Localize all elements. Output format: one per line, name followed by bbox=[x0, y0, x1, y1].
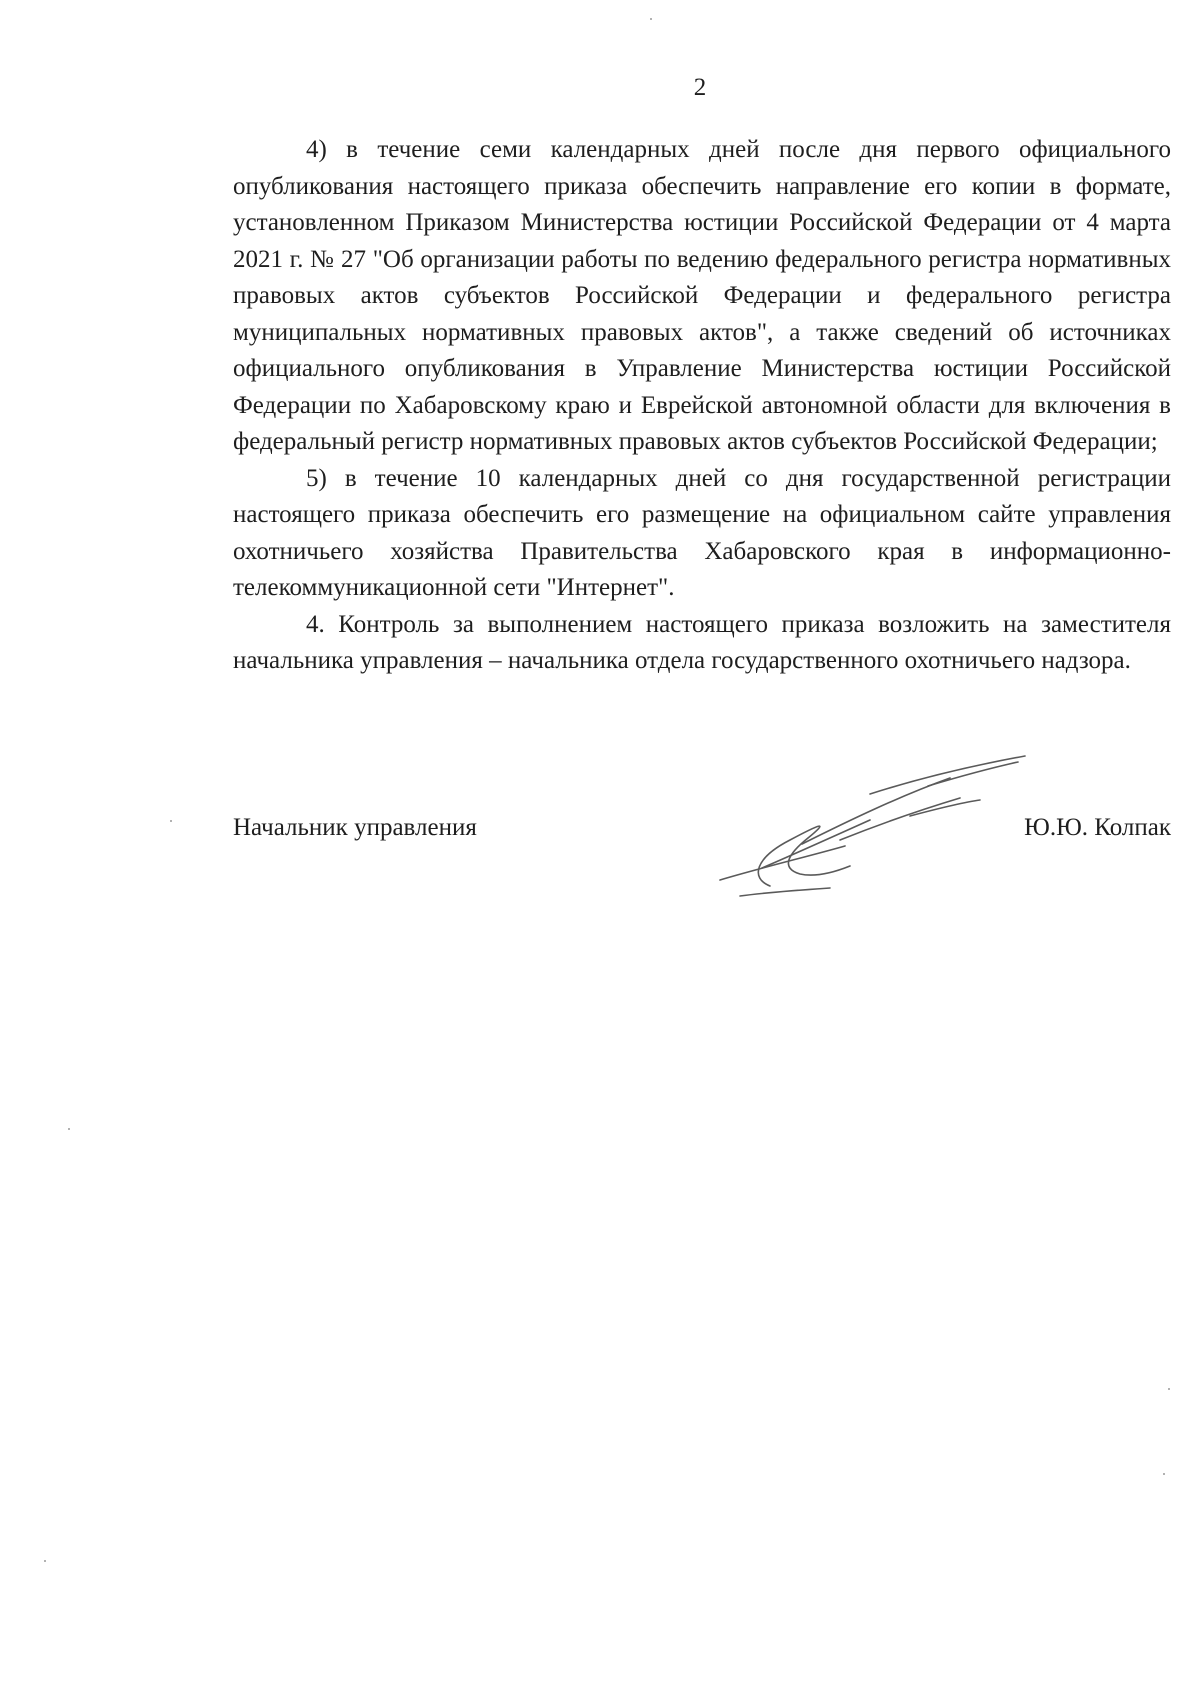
scan-speck bbox=[1163, 1473, 1165, 1475]
document-body bbox=[233, 132, 1171, 680]
scan-speck bbox=[650, 18, 652, 20]
scan-speck bbox=[68, 1128, 70, 1130]
scan-speck bbox=[44, 1560, 46, 1562]
scan-speck bbox=[1168, 1388, 1170, 1390]
signatory-position: Начальник управления bbox=[233, 814, 477, 841]
signature-block bbox=[233, 814, 1171, 854]
scan-speck bbox=[170, 820, 172, 822]
signatory-name: Ю.Ю. Колпак bbox=[1024, 814, 1171, 841]
paragraph-item-5: 5) в течение 10 календарных дней со дня государственной регистрации настоящего приказа обеспечить его размещение на официальном сайте управления охотничьего хозяйства Правительства Хабаровского края в информационно-телекоммуникационной сети "Интернет". bbox=[233, 464, 1171, 601]
page-number: 2 bbox=[693, 74, 707, 101]
paragraph-control-clause: 4. Контроль за выполнением настоящего приказа возложить на заместителя начальника управления – начальника отдела государственного охотничьего надзора. bbox=[233, 610, 1171, 674]
paragraph-item-4: 4) в течение семи календарных дней после дня первого официального опубликования настоящего приказа обеспечить направление его копии в формате, установленном Приказом Министерства юстиции Российской Федерации от 4 марта 2021 г. № 27 "Об организации работы по ведению федерального регистра нормативных правовых актов субъектов Российской Федерации и федерального регистра муниципальных нормативных правовых актов", а также сведений об источниках официального опубликования в Управление Министерства юстиции Российской Федерации по Хабаровскому краю и Еврейской автономной области для включения в федеральный регистр нормативных правовых актов субъектов Российской Федерации; bbox=[233, 136, 1171, 455]
